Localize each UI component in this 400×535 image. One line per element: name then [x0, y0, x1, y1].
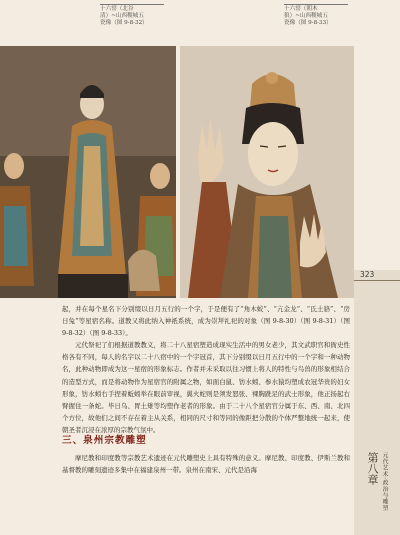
caption-right [284, 4, 348, 27]
caption-rule [100, 4, 164, 5]
section-paragraph: 摩尼教和印度教等宗教艺术遗迹在元代雕塑史上具有特殊的意义。摩尼教、印度教、伊斯兰教和基督教的雕刻遗迹多集中在福建泉州一带。泉州在南宋、元代是沿海 [62, 454, 350, 475]
right-statue-photo [180, 46, 354, 298]
caption-right-text: 十六窑（朝木 狼）~山西稷城五 瓷像（图 9-8-33） [284, 6, 332, 26]
statue-closeup-image [180, 46, 354, 298]
left-statue-photo [0, 46, 176, 298]
statue-group-image [0, 46, 176, 298]
chapter-title: 元代艺术·政治与雕塑 [381, 452, 387, 512]
caption-rule [284, 4, 348, 5]
section-body [62, 452, 350, 476]
chapter-rail [354, 270, 400, 535]
paragraph-1: 起，并在每个星名下分别缀以日月五行的一个字，于是便有了“角木蛟”、“亢金龙”、“氐土貉”、“房日兔”等星宿名称。道教又将此纳入神祇系统，成为崇拜礼祀的对象（图 9-8-30）（图 9-8-31）（图 9-8-32）（图 9-8-33）。 [62, 305, 350, 338]
caption-left-text: 十六窑（北谷 清）~山西稷城五 瓷像（图 9-8-32） [100, 6, 148, 26]
chapter-number: 第八章 [366, 452, 379, 485]
section-heading: 三、泉州宗教雕塑 [62, 435, 147, 446]
page-number: 323 [360, 270, 375, 279]
body-text [62, 303, 350, 436]
caption-left [100, 4, 164, 27]
paragraph-2: 元代祭祀了们根据道教教义，将二十八星宿塑造成现实生活中的男女老少，其文武职官和衙史性格各有不同，每人的名字以二十八宿中的一个字冠首，其下分别缀以日月五行中的一个字和一种动物名，此种动物即成为这一星宿的形象标志。作者并未采取以往习惯上将人的特性与鸟兽的形象相结合的造型方式，而是将动物作为星宿官的附属之物，如面白鼠、钫水蚓、参水猿均塑成农冠华贵的妇女形象，钫水蚓右手捏着蚯蚓举在眼前审视，翼火蛇则是须发怒张、裸胸跣足的武士形象，他正扬起右臂握住一条蛇。毕日乌、胃土雉等均塑作老者的形象。由于二十八个星宿官分属于东、西、南、北四个方位，故他们之间不存在着主从关系，相同的尺寸和等同的像距把分散的个体严整地统一起来，使朝圣者沉浸在浓厚的宗教气氛中。 [62, 341, 350, 434]
rail-divider [354, 280, 400, 281]
